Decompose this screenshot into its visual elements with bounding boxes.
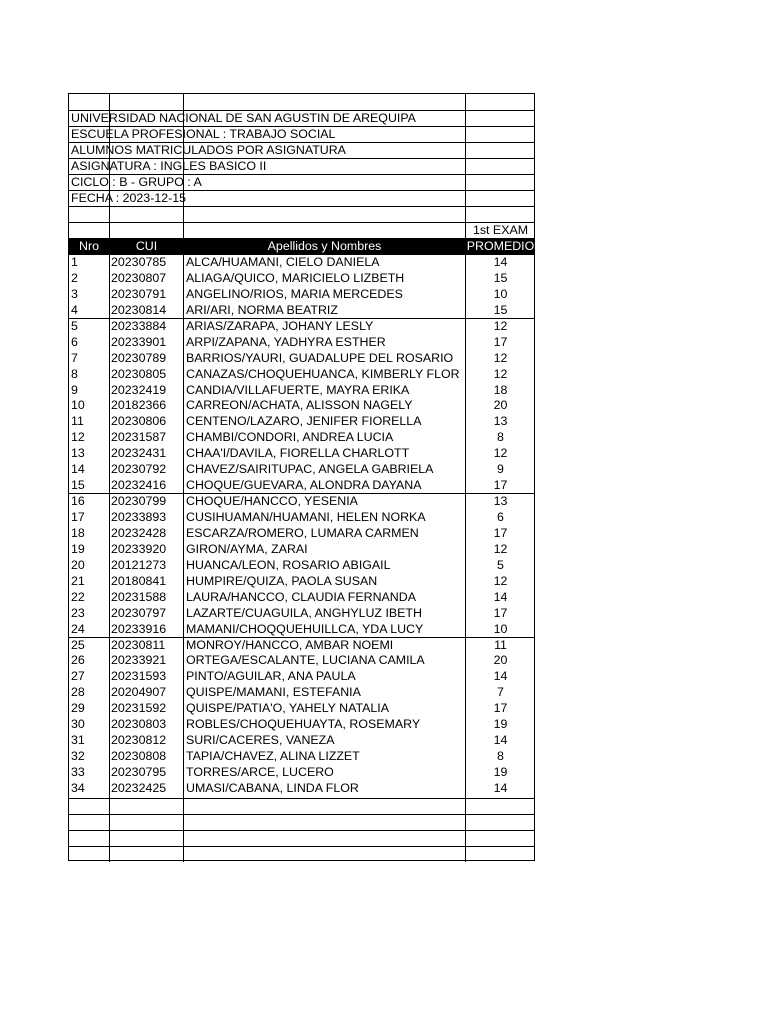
student-grade: 14 — [493, 780, 508, 795]
student-grade: 19 — [493, 717, 508, 732]
student-cui: 20230806 — [111, 414, 167, 429]
student-grade: 14 — [493, 589, 508, 604]
student-grade: 15 — [493, 270, 508, 285]
table-row — [69, 749, 534, 765]
student-grade: 8 — [497, 749, 504, 764]
student-grade: 12 — [493, 350, 508, 365]
student-name: CHAMBI/CONDORI, ANDREA LUCIA — [186, 430, 394, 445]
report-title: ALUMNOS MATRICULADOS POR ASIGNATURA — [71, 143, 346, 157]
cycle-group: CICLO : B - GRUPO : A — [71, 175, 202, 189]
student-cui: 20121273 — [111, 557, 167, 572]
school-name: ESCUELA PROFESIONAL : TRABAJO SOCIAL — [71, 127, 336, 141]
student-cui: 20233921 — [111, 653, 167, 668]
table-row — [69, 685, 534, 701]
table-row — [69, 510, 534, 526]
table-row — [69, 335, 534, 351]
student-name: ESCARZA/ROMERO, LUMARA CARMEN — [186, 525, 419, 540]
student-cui: 20230795 — [111, 765, 167, 779]
student-grade: 7 — [497, 685, 504, 700]
student-grade: 12 — [493, 573, 508, 588]
student-cui: 20231593 — [111, 669, 167, 684]
table-row — [69, 319, 534, 335]
grid-line — [69, 846, 534, 847]
student-cui: 20230792 — [111, 462, 167, 477]
student-name: CHAVEZ/SAIRITUPAC, ANGELA GABRIELA — [186, 462, 434, 477]
student-name: ARI/ARI, NORMA BEATRIZ — [186, 302, 338, 317]
row-number: 28 — [71, 685, 85, 700]
row-number: 32 — [71, 749, 85, 764]
student-cui: 20180841 — [111, 573, 167, 588]
student-cui: 20204907 — [111, 685, 167, 700]
student-cui: 20233916 — [111, 621, 167, 636]
student-cui: 20233901 — [111, 334, 167, 349]
student-cui: 20182366 — [111, 398, 167, 413]
row-number: 25 — [71, 637, 85, 652]
grid-line — [69, 798, 534, 799]
table-row — [69, 733, 534, 749]
student-name: MAMANI/CHOQQUEHUILLCA, YDA LUCY — [186, 621, 424, 636]
row-number: 6 — [71, 334, 78, 349]
student-name: LAURA/HANCCO, CLAUDIA FERNANDA — [186, 589, 416, 604]
student-cui: 20233884 — [111, 318, 167, 333]
student-cui: 20230808 — [111, 749, 167, 764]
table-row — [69, 414, 534, 430]
student-name: ALCA/HUAMANI, CIELO DANIELA — [186, 255, 380, 269]
column-header-nro: Nro — [79, 239, 99, 253]
table-row — [69, 701, 534, 717]
student-cui: 20232419 — [111, 382, 167, 397]
student-grade: 20 — [493, 398, 508, 413]
student-grade: 13 — [493, 494, 508, 509]
student-cui: 20231588 — [111, 589, 167, 604]
row-number: 3 — [71, 286, 78, 301]
table-row — [69, 255, 534, 271]
student-name: CHAA'I/DAVILA, FIORELLA CHARLOTT — [186, 446, 410, 461]
student-grade: 14 — [493, 669, 508, 684]
student-grade: 19 — [493, 765, 508, 779]
student-cui: 20230812 — [111, 733, 167, 748]
student-grade: 17 — [493, 334, 508, 349]
student-name: QUISPE/MAMANI, ESTEFANIA — [186, 685, 361, 700]
student-grade: 17 — [493, 605, 508, 620]
student-name: TORRES/ARCE, LUCERO — [186, 765, 334, 779]
row-number: 9 — [71, 382, 78, 397]
student-cui: 20232428 — [111, 525, 167, 540]
table-row — [69, 367, 534, 383]
student-cui: 20232425 — [111, 780, 167, 795]
row-number: 11 — [71, 414, 84, 429]
student-cui: 20230803 — [111, 717, 167, 732]
course-name: ASIGNATURA : INGLES BASICO II — [71, 159, 267, 173]
table-row — [69, 478, 534, 494]
table-row — [69, 462, 534, 478]
student-grade: 12 — [493, 366, 508, 381]
student-grade: 9 — [497, 462, 504, 477]
row-number: 18 — [71, 525, 85, 540]
student-name: ALIAGA/QUICO, MARICIELO LIZBETH — [186, 270, 405, 285]
row-number: 4 — [71, 302, 78, 317]
student-cui: 20233893 — [111, 510, 167, 524]
grid-line — [69, 206, 534, 207]
student-grade: 5 — [497, 557, 504, 572]
student-grade: 15 — [493, 302, 508, 317]
table-row — [69, 271, 534, 287]
row-number: 30 — [71, 717, 85, 732]
table-row — [69, 653, 534, 669]
student-name: CUSIHUAMAN/HUAMANI, HELEN NORKA — [186, 510, 426, 524]
table-row — [69, 717, 534, 733]
table-row — [69, 638, 534, 654]
row-number: 21 — [71, 573, 85, 588]
student-name: TAPIA/CHAVEZ, ALINA LIZZET — [186, 749, 360, 764]
student-name: BARRIOS/YAURI, GUADALUPE DEL ROSARIO — [186, 350, 454, 365]
student-grade: 14 — [493, 255, 508, 269]
row-number: 16 — [71, 494, 85, 509]
student-grade: 12 — [493, 318, 508, 333]
row-number: 29 — [71, 701, 85, 716]
row-number: 22 — [71, 589, 85, 604]
student-cui: 20230791 — [111, 286, 167, 301]
student-name: MONROY/HANCCO, AMBAR NOEMI — [186, 637, 394, 652]
row-number: 14 — [71, 462, 85, 477]
student-grade: 10 — [493, 621, 508, 636]
student-grade: 12 — [493, 541, 508, 556]
table-row — [69, 526, 534, 542]
column-header-name: Apellidos y Nombres — [267, 239, 382, 253]
table-row — [69, 606, 534, 622]
student-name: CENTENO/LAZARO, JENIFER FIORELLA — [186, 414, 422, 429]
row-number: 20 — [71, 557, 85, 572]
row-number: 15 — [71, 478, 85, 493]
student-grade: 10 — [493, 286, 508, 301]
table-row — [69, 494, 534, 510]
table-row — [69, 781, 534, 797]
student-grade: 14 — [493, 733, 508, 748]
row-number: 26 — [71, 653, 85, 668]
exam-title: 1st EXAM — [472, 223, 529, 237]
row-number: 24 — [71, 621, 85, 636]
student-name: UMASI/CABANA, LINDA FLOR — [186, 780, 359, 795]
student-grade: 17 — [493, 701, 508, 716]
student-grade: 20 — [493, 653, 508, 668]
row-number: 12 — [71, 430, 85, 445]
student-name: CARREON/ACHATA, ALISSON NAGELY — [186, 398, 413, 413]
student-cui: 20230814 — [111, 302, 167, 317]
table-row — [69, 622, 534, 638]
student-name: ROBLES/CHOQUEHUAYTA, ROSEMARY — [186, 717, 421, 732]
student-name: ORTEGA/ESCALANTE, LUCIANA CAMILA — [186, 653, 425, 668]
student-name: ANGELINO/RIOS, MARIA MERCEDES — [186, 286, 403, 301]
table-row — [69, 430, 534, 446]
student-name: CHOQUE/HANCCO, YESENIA — [186, 494, 358, 509]
student-cui: 20230805 — [111, 366, 167, 381]
row-number: 33 — [71, 765, 85, 779]
student-cui: 20230797 — [111, 605, 167, 620]
row-number: 19 — [71, 541, 85, 556]
grid-line — [69, 814, 534, 815]
student-grade: 17 — [493, 525, 508, 540]
row-number: 31 — [71, 733, 85, 748]
student-cui: 20231587 — [111, 430, 167, 445]
student-cui: 20233920 — [111, 541, 167, 556]
report-date: FECHA : 2023-12-15 — [71, 191, 187, 205]
table-row — [69, 669, 534, 685]
student-grade: 12 — [493, 446, 508, 461]
student-grade: 6 — [497, 510, 504, 524]
table-row — [69, 383, 534, 399]
column-header-cui: CUI — [135, 239, 158, 253]
table-row — [69, 574, 534, 590]
student-grade: 11 — [494, 637, 507, 652]
student-cui: 20231592 — [111, 701, 167, 716]
student-name: HUANCA/LEON, ROSARIO ABIGAIL — [186, 557, 391, 572]
table-row — [69, 351, 534, 367]
student-name: LAZARTE/CUAGUILA, ANGHYLUZ IBETH — [186, 605, 422, 620]
student-name: SURI/CACERES, VANEZA — [186, 733, 335, 748]
student-name: HUMPIRE/QUIZA, PAOLA SUSAN — [186, 573, 378, 588]
student-grade: 13 — [493, 414, 508, 429]
column-header-row — [69, 238, 534, 255]
student-name: CANAZAS/CHOQUEHUANCA, KIMBERLY FLOR — [186, 366, 460, 381]
row-number: 8 — [71, 366, 78, 381]
student-name: ARPI/ZAPANA, YADHYRA ESTHER — [186, 334, 386, 349]
table-row — [69, 590, 534, 606]
student-grade: 8 — [497, 430, 504, 445]
student-cui: 20230785 — [111, 255, 167, 269]
student-cui: 20230799 — [111, 494, 167, 509]
column-header-grade: PROMEDIO — [466, 239, 535, 253]
table-row — [69, 542, 534, 558]
row-number: 17 — [71, 510, 85, 524]
row-number: 2 — [71, 270, 78, 285]
row-number: 34 — [71, 780, 85, 795]
table-row — [69, 398, 534, 414]
row-number: 10 — [71, 398, 85, 413]
student-name: CANDIA/VILLAFUERTE, MAYRA ERIKA — [186, 382, 410, 397]
student-grade: 18 — [493, 382, 508, 397]
student-name: QUISPE/PATIA'O, YAHELY NATALIA — [186, 701, 389, 716]
table-row — [69, 287, 534, 303]
row-number: 13 — [71, 446, 85, 461]
student-cui: 20232431 — [111, 446, 167, 461]
student-name: PINTO/AGUILAR, ANA PAULA — [186, 669, 356, 684]
student-cui: 20230789 — [111, 350, 167, 365]
university-name: UNIVERSIDAD NACIONAL DE SAN AGUSTIN DE AREQUIPA — [71, 111, 416, 125]
student-roster-sheet — [68, 93, 535, 861]
table-row — [69, 446, 534, 462]
grid-line — [69, 830, 534, 831]
table-row — [69, 303, 534, 319]
student-grade: 17 — [493, 478, 508, 493]
table-row — [69, 558, 534, 574]
student-cui: 20230811 — [111, 637, 166, 652]
table-row — [69, 765, 534, 781]
student-name: ARIAS/ZARAPA, JOHANY LESLY — [186, 318, 374, 333]
student-name: CHOQUE/GUEVARA, ALONDRA DAYANA — [186, 478, 422, 493]
student-table-body — [69, 255, 534, 797]
row-number: 1 — [71, 255, 78, 269]
student-name: GIRON/AYMA, ZARAI — [186, 541, 308, 556]
row-number: 7 — [71, 350, 78, 365]
row-number: 27 — [71, 669, 85, 684]
student-cui: 20230807 — [111, 270, 167, 285]
row-number: 23 — [71, 605, 85, 620]
row-number: 5 — [71, 318, 78, 333]
student-cui: 20232416 — [111, 478, 167, 493]
